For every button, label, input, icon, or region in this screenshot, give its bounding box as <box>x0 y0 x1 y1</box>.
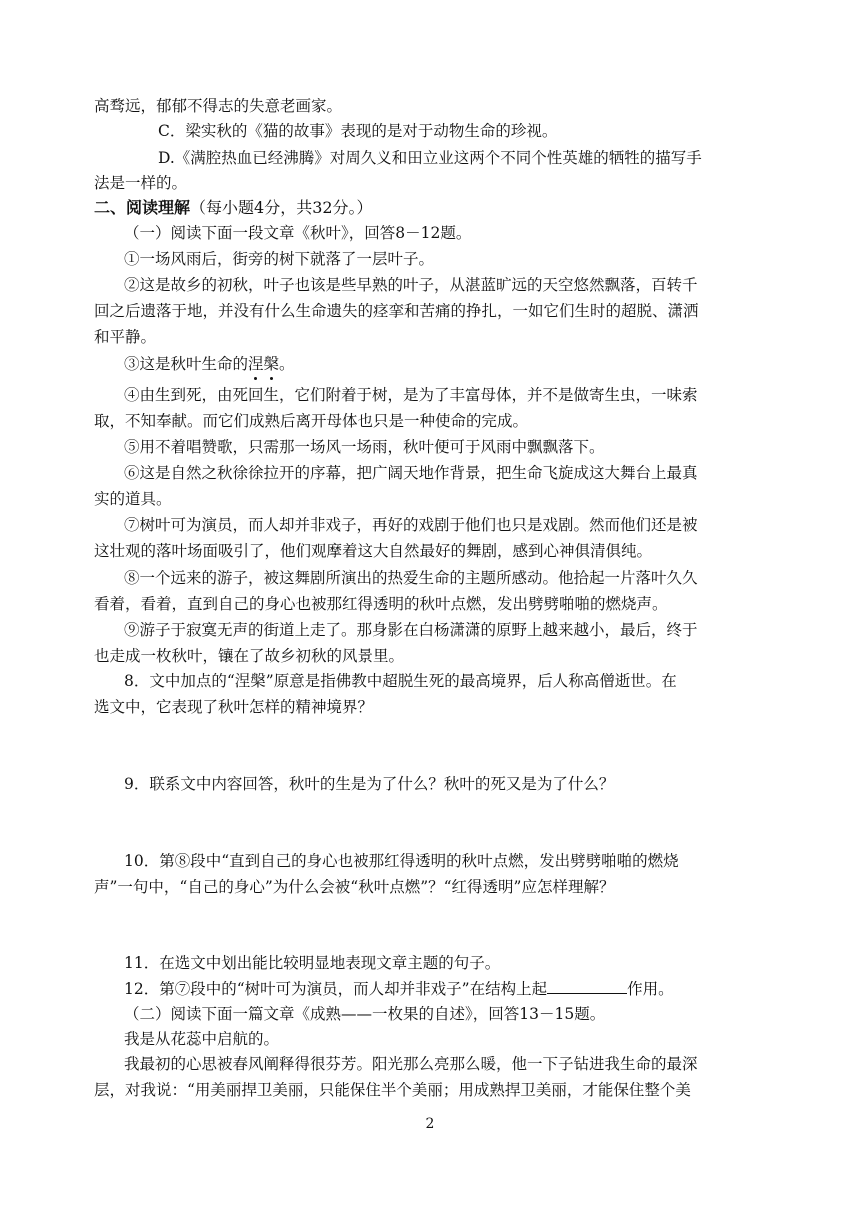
paragraph-3 <box>124 353 804 375</box>
question-8-line-1: 8．文中加点的“涅槃”原意是指佛教中超脱生死的最高境界，后人称高僧逝世。在 <box>124 672 677 690</box>
essay-line-3: 层，对我说：“用美丽捍卫美丽，只能保住半个美丽；用成熟捍卫美丽，才能保住整个美 <box>94 1081 691 1099</box>
paragraph-2-line-3: 和平静。 <box>94 328 157 346</box>
question-10-line-2: 声”一句中，“自己的身心”为什么会被“秋叶点燃”？“红得透明”应怎样理解？ <box>94 878 615 896</box>
section-heading-note: （每小题4分，共32分。） <box>190 198 373 217</box>
text-line: 高骛远，郁郁不得志的失意老画家。 <box>94 97 343 115</box>
subsection-intro-2: （二）阅读下面一篇文章《成熟——一枚果的自述》，回答13－15题。 <box>124 1005 606 1023</box>
paragraph-9-line-2: 也走成一枚秋叶，镶在了故乡初秋的风景里。 <box>94 647 405 665</box>
section-heading <box>94 197 774 219</box>
section-heading-title: 二、阅读理解 <box>94 198 191 217</box>
paragraph-3-text: ③这是秋叶生命的 <box>124 355 249 373</box>
question-12-text: 12．第⑦段中的“树叶可为演员，而人却并非戏子”在结构上起 <box>124 980 548 998</box>
question-11: 11．在选文中划出能比较明显地表现文章主题的句子。 <box>124 954 501 972</box>
question-12 <box>124 978 804 1000</box>
option-d: D.《满腔热血已经沸腾》对周久义和田立业这两个不同个性英雄的牺牲的描写手 <box>158 149 702 167</box>
text-line: 法是一样的。 <box>94 174 188 192</box>
question-10-line-1: 10．第⑧段中“直到自己的身心也被那红得透明的秋叶点燃，发出劈劈啪啪的燃烧 <box>124 852 679 870</box>
answer-blank[interactable] <box>547 979 627 994</box>
page-number: 2 <box>425 1116 435 1132</box>
paragraph-6-line-2: 实的道具。 <box>94 490 172 508</box>
paragraph-8-line-1: ⑧一个远来的游子，被这舞剧所演出的热爱生命的主题所感动。他拾起一片落叶久久 <box>124 569 698 587</box>
emphasis-char: 槃 <box>263 355 280 373</box>
paragraph-3-end: 。 <box>279 355 295 373</box>
paragraph-5: ⑤用不着唱赞歌，只需那一场风一场雨，秋叶便可于风雨中飘飘落下。 <box>124 438 605 456</box>
option-c: C．梁实秋的《猫的故事》表现的是对于动物生命的珍视。 <box>158 122 558 140</box>
paragraph-6-line-1: ⑥这是自然之秋徐徐拉开的序幕，把广阔天地作背景，把生命飞旋成这大舞台上最真 <box>124 464 698 482</box>
paragraph-7-line-2: 这壮观的落叶场面吸引了，他们观摩着这大自然最好的舞剧，感到心神俱清俱纯。 <box>94 542 653 560</box>
paragraph-1: ①一场风雨后，街旁的树下就落了一层叶子。 <box>124 250 435 268</box>
paragraph-2-line-2: 回之后遗落于地，并没有什么生命遗失的痉挛和苦痛的挣扎，一如它们生时的超脱、潇洒 <box>94 302 699 320</box>
paragraph-2-line-1: ②这是故乡的初秋，叶子也该是些早熟的叶子，从湛蓝旷远的天空悠然飘落，百转千 <box>124 276 698 294</box>
paragraph-7-line-1: ⑦树叶可为演员，而人却并非戏子，再好的戏剧于他们也只是戏剧。然而他们还是被 <box>124 516 698 534</box>
emphasis-char: 涅 <box>248 355 264 373</box>
essay-line-1: 我是从花蕊中启航的。 <box>124 1030 280 1048</box>
paragraph-4-line-2: 取，不知奉献。而它们成熟后离开母体也只是一种使命的完成。 <box>94 412 529 430</box>
question-9: 9．联系文中内容回答，秋叶的生是为了什么？秋叶的死又是为了什么？ <box>124 775 615 793</box>
essay-line-2: 我最初的心思被春风阐释得很芬芳。阳光那么亮那么暖，他一下子钻进我生命的最深 <box>124 1055 698 1073</box>
paragraph-9-line-1: ⑨游子于寂寞无声的街道上走了。那身影在白杨潇潇的原野上越来越小，最后，终于 <box>124 621 698 639</box>
question-8-line-2: 选文中，它表现了秋叶怎样的精神境界？ <box>94 698 374 716</box>
question-12-end: 作用。 <box>627 980 674 998</box>
paragraph-8-line-2: 看着，看着，直到自己的身心也被那红得透明的秋叶点燃，发出劈劈啪啪的燃烧声。 <box>94 595 668 613</box>
paragraph-4-line-1: ④由生到死，由死回生，它们附着于树，是为了丰富母体，并不是做寄生虫，一味索 <box>124 386 698 404</box>
subsection-intro: （一）阅读下面一段文章《秋叶》，回答8－12题。 <box>124 224 472 242</box>
